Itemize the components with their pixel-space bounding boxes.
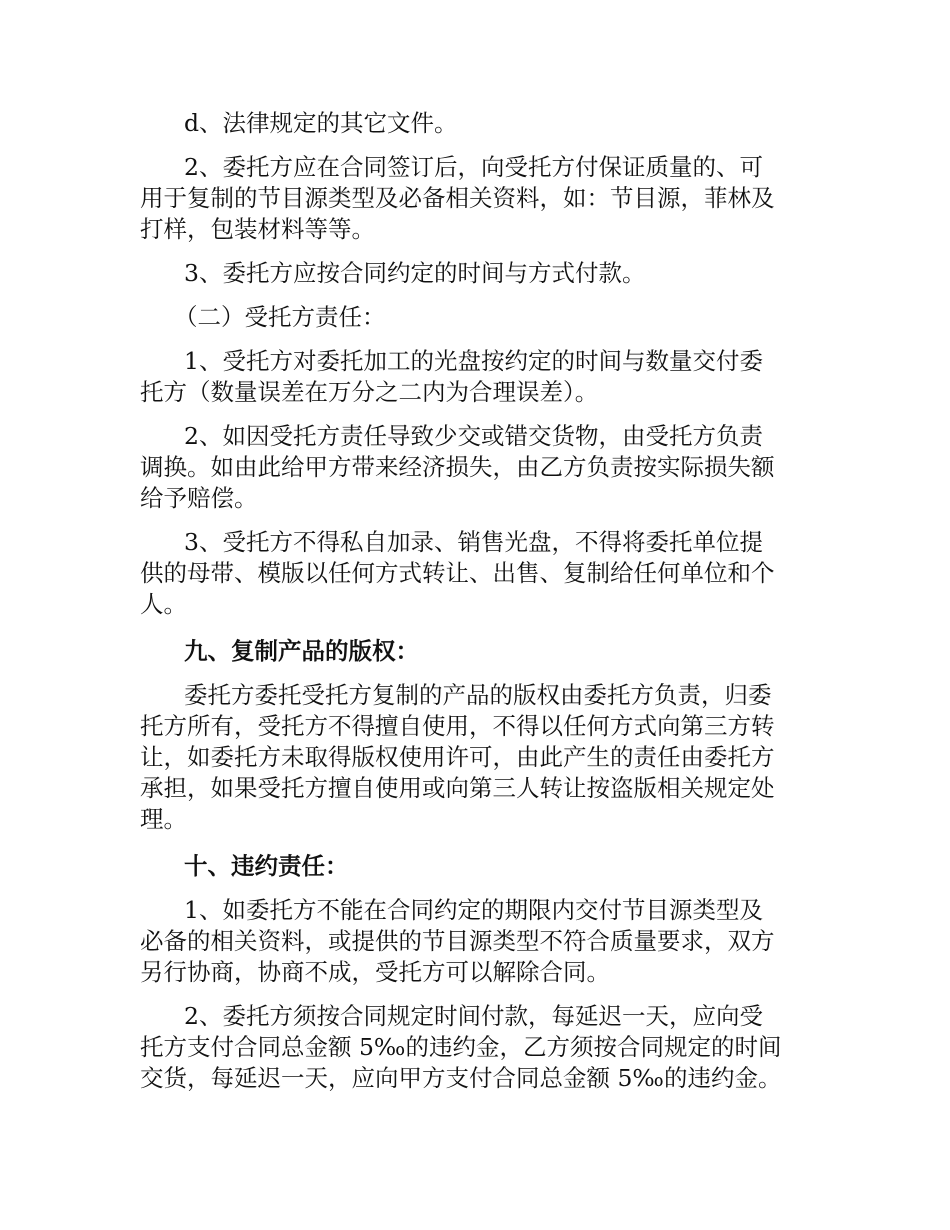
text-line: 3、委托方应按合同约定的时间与方式付款。	[184, 259, 646, 287]
paragraph-breach-late-payment	[140, 1001, 816, 1094]
text-line: 2、委托方须按合同规定时间付款，每延迟一天，应向受	[184, 1002, 763, 1030]
text-line: 1、受托方对委托加工的光盘按约定的时间与数量交付委	[184, 347, 763, 375]
text-line: （二）受托方责任：	[174, 303, 386, 331]
subheading-contractor-responsibility	[140, 302, 816, 333]
text-line: d、法律规定的其它文件。	[184, 109, 458, 137]
text-line: 给予赔偿。	[140, 484, 258, 512]
section-heading-copyright	[140, 636, 816, 667]
text-line: 托方所有，受托方不得擅自使用，不得以任何方式向第三方转	[140, 712, 775, 740]
text-line: 承担，如果受托方擅自使用或向第三人转让按盗版相关规定处	[140, 774, 775, 802]
text-line: 3、受托方不得私自加录、销售光盘，不得将委托单位提	[184, 528, 763, 556]
text-line: 委托方委托受托方复制的产品的版权由委托方负责，归委	[184, 681, 772, 709]
text-line: 调换。如由此给甲方带来经济损失，由乙方负责按实际损失额	[140, 453, 775, 481]
heading-text: 九、复制产品的版权：	[184, 637, 419, 665]
text-line: 理。	[140, 805, 187, 833]
paragraph-contractor-exchange	[140, 421, 816, 514]
text-line: 交货，每延迟一天，应向甲方支付合同总金额 5‰的违约金。	[140, 1064, 782, 1092]
paragraph-d-other-documents	[140, 108, 816, 139]
paragraph-contractor-restrictions	[140, 527, 816, 620]
text-line: 打样，包装材料等等。	[140, 215, 375, 243]
paragraph-breach-client-materials	[140, 895, 816, 988]
paragraph-contractor-delivery	[140, 346, 816, 408]
paragraph-client-payment	[140, 258, 816, 289]
text-line: 必备的相关资料，或提供的节目源类型不符合质量要求，双方	[140, 927, 775, 955]
text-line: 让，如委托方未取得版权使用许可，由此产生的责任由委托方	[140, 743, 775, 771]
text-line: 托方（数量误差在万分之二内为合理误差）。	[140, 378, 599, 406]
heading-text: 十、违约责任：	[184, 852, 349, 880]
text-line: 托方支付合同总金额 5‰的违约金，乙方须按合同规定的时间	[140, 1033, 782, 1061]
section-heading-breach	[140, 851, 816, 882]
document-body	[140, 108, 816, 1107]
text-line: 另行协商，协商不成，受托方可以解除合同。	[140, 958, 610, 986]
text-line: 2、委托方应在合同签订后，向受托方付保证质量的、可	[184, 153, 763, 181]
text-line: 人。	[140, 590, 187, 618]
text-line: 1、如委托方不能在合同约定的期限内交付节目源类型及	[184, 896, 763, 924]
text-line: 2、如因受托方责任导致少交或错交货物，由受托方负责	[184, 422, 763, 450]
text-line: 供的母带、模版以任何方式转让、出售、复制给任何单位和个	[140, 559, 775, 587]
text-line: 用于复制的节目源类型及必备相关资料，如：节目源，菲林及	[140, 184, 775, 212]
paragraph-copyright	[140, 680, 816, 835]
paragraph-client-provide-materials	[140, 152, 816, 245]
